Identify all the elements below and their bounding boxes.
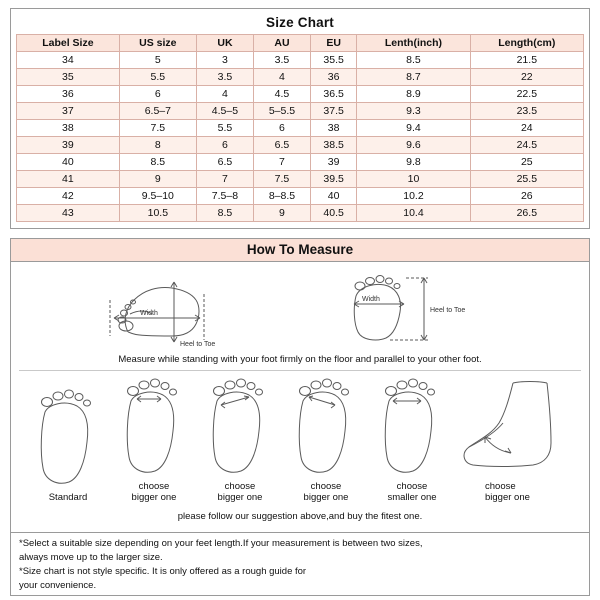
cell: 6 <box>196 137 253 154</box>
cell: 6 <box>253 120 310 137</box>
table-row <box>17 86 584 103</box>
foot-shape-bigger-1 <box>111 375 197 503</box>
cell: 38.5 <box>310 137 356 154</box>
cell: 7 <box>253 154 310 171</box>
cell: 8 <box>119 137 196 154</box>
cell: 10.5 <box>119 205 196 222</box>
cell: 5 <box>119 52 196 69</box>
cell: 4 <box>253 69 310 86</box>
cell: 6.5 <box>196 154 253 171</box>
cell: 40 <box>17 154 120 171</box>
cell: 8.9 <box>357 86 470 103</box>
measure-diagrams <box>19 266 581 350</box>
cell: 9 <box>253 205 310 222</box>
cell: 9.6 <box>357 137 470 154</box>
cell: 41 <box>17 171 120 188</box>
foot-shape-caption: choose bigger one <box>485 481 530 503</box>
cell: 10 <box>357 171 470 188</box>
cell: 10.2 <box>357 188 470 205</box>
cell: 26 <box>470 188 583 205</box>
cell: 25.5 <box>470 171 583 188</box>
cell: 3.5 <box>253 52 310 69</box>
foot-shape-caption: Standard <box>48 492 88 503</box>
cell: 9.3 <box>357 103 470 120</box>
cell: 22.5 <box>470 86 583 103</box>
table-row <box>17 188 584 205</box>
cell: 4 <box>196 86 253 103</box>
size-chart-table <box>16 34 584 222</box>
cell: 5.5 <box>196 120 253 137</box>
cell: 3.5 <box>196 69 253 86</box>
cell: 8–8.5 <box>253 188 310 205</box>
table-row <box>17 69 584 86</box>
cell: 35.5 <box>310 52 356 69</box>
column-header: AU <box>253 35 310 52</box>
cell: 24.5 <box>470 137 583 154</box>
cell: 5.5 <box>119 69 196 86</box>
cell: 7 <box>196 171 253 188</box>
cell: 38 <box>310 120 356 137</box>
column-header: US size <box>119 35 196 52</box>
cell: 39.5 <box>310 171 356 188</box>
column-header: Lenth(inch) <box>357 35 470 52</box>
foot-shape-bigger-3 <box>283 375 369 503</box>
cell: 5–5.5 <box>253 103 310 120</box>
heel-to-toe-label-right: Heel to Toe <box>430 307 466 314</box>
cell: 7.5 <box>253 171 310 188</box>
cell: 36 <box>17 86 120 103</box>
column-header: UK <box>196 35 253 52</box>
cell: 9.4 <box>357 120 470 137</box>
table-row <box>17 154 584 171</box>
foot-shape-caption: choose bigger one <box>131 481 177 503</box>
cell: 39 <box>310 154 356 171</box>
note-line: *Select a suitable size depending on your feet length.If your measurement is between two sizes, <box>19 538 423 549</box>
cell: 7.5 <box>119 120 196 137</box>
cell: 39 <box>17 137 120 154</box>
note-line: *Size chart is not style specific. It is only offered as a rough guide for <box>19 566 307 577</box>
cell: 8.7 <box>357 69 470 86</box>
foot-shape-caption: choose bigger one <box>217 481 263 503</box>
how-to-measure-panel <box>10 238 590 596</box>
foot-shapes-row <box>19 373 581 503</box>
cell: 6.5 <box>253 137 310 154</box>
foot-side-profile <box>455 375 575 503</box>
cell: 8.5 <box>357 52 470 69</box>
how-to-measure-body <box>11 262 589 532</box>
cell: 42 <box>17 188 120 205</box>
cell: 9.8 <box>357 154 470 171</box>
cell: 7.5–8 <box>196 188 253 205</box>
width-label-right: Width <box>362 296 380 303</box>
foot-shape-smaller <box>369 375 455 503</box>
column-header: Label Size <box>17 35 120 52</box>
cell: 25 <box>470 154 583 171</box>
cell: 40.5 <box>310 205 356 222</box>
size-chart-panel <box>10 8 590 229</box>
cell: 6 <box>119 86 196 103</box>
foot-print-right-diagram <box>320 270 500 350</box>
table-row <box>17 52 584 69</box>
cell: 22 <box>470 69 583 86</box>
note-line: always move up to the larger size. <box>19 552 163 563</box>
width-label-left: Width <box>140 310 158 317</box>
cell: 4.5–5 <box>196 103 253 120</box>
cell: 40 <box>310 188 356 205</box>
cell: 36 <box>310 69 356 86</box>
cell: 4.5 <box>253 86 310 103</box>
divider <box>19 370 581 371</box>
table-row <box>17 171 584 188</box>
bottom-notes <box>11 532 589 595</box>
cell: 8.5 <box>119 154 196 171</box>
table-header-row <box>17 35 584 52</box>
column-header: Length(cm) <box>470 35 583 52</box>
cell: 34 <box>17 52 120 69</box>
table-row <box>17 103 584 120</box>
cell: 23.5 <box>470 103 583 120</box>
foot-shape-caption: choose smaller one <box>387 481 437 503</box>
cell: 37 <box>17 103 120 120</box>
cell: 38 <box>17 120 120 137</box>
table-row <box>17 205 584 222</box>
cell: 21.5 <box>470 52 583 69</box>
cell: 35 <box>17 69 120 86</box>
table-row <box>17 120 584 137</box>
table-row <box>17 137 584 154</box>
cell: 3 <box>196 52 253 69</box>
cell: 6.5–7 <box>119 103 196 120</box>
cell: 43 <box>17 205 120 222</box>
foot-shape-caption: choose bigger one <box>303 481 349 503</box>
cell: 10.4 <box>357 205 470 222</box>
size-chart-title: Size Chart <box>265 15 335 30</box>
cell: 8.5 <box>196 205 253 222</box>
cell: 9.5–10 <box>119 188 196 205</box>
cell: 24 <box>470 120 583 137</box>
measure-instruction: Measure while standing with your foot firmly on the floor and parallel to your other foot. <box>118 354 482 365</box>
column-header: EU <box>310 35 356 52</box>
note-line: your convenience. <box>19 580 97 591</box>
foot-shape-bigger-2 <box>197 375 283 503</box>
cell: 9 <box>119 171 196 188</box>
cell: 36.5 <box>310 86 356 103</box>
heel-to-toe-label-left: Heel to Toe <box>180 341 216 348</box>
follow-suggestion-text: please follow our suggestion above,and buy the fitest one. <box>177 511 423 522</box>
how-to-measure-title: How To Measure <box>11 239 589 262</box>
cell: 37.5 <box>310 103 356 120</box>
foot-shape-standard <box>25 386 111 503</box>
cell: 26.5 <box>470 205 583 222</box>
foot-outline-left-diagram <box>100 270 280 350</box>
